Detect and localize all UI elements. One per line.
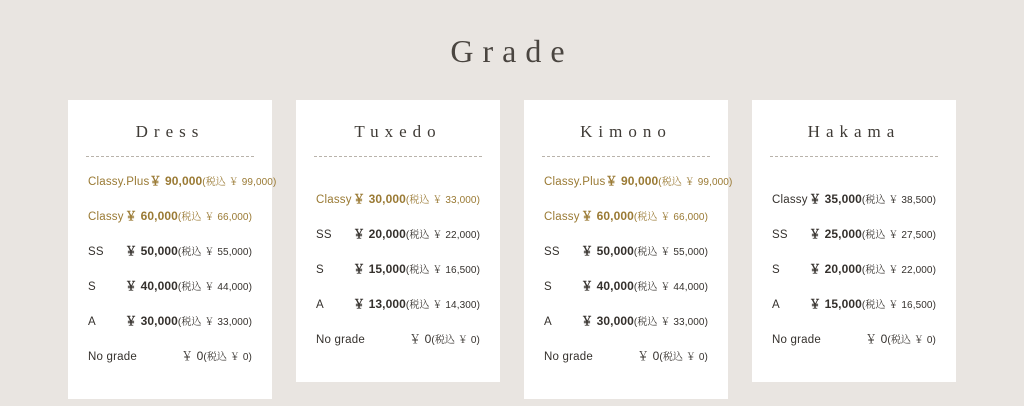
grade-label: No grade	[772, 334, 821, 346]
price-main: ￥ 30,000	[581, 314, 634, 328]
price-tax-included: (税込 ￥ 14,300)	[405, 300, 480, 311]
price-main: ￥ 40,000	[125, 279, 178, 293]
price-tax-included: (税込 ￥ 44,000)	[633, 282, 708, 293]
price-value	[581, 207, 708, 224]
price-tax-included: (税込 ￥ 22,000)	[861, 265, 936, 276]
price-row	[768, 286, 940, 321]
grade-card-title: Kimono	[580, 122, 672, 141]
price-value	[353, 260, 480, 277]
price-value	[809, 225, 936, 242]
price-value	[125, 242, 252, 259]
price-value	[809, 260, 936, 277]
price-value	[409, 330, 480, 347]
price-value	[581, 277, 708, 294]
grade-label: Classy	[772, 194, 808, 206]
price-row	[84, 338, 256, 373]
price-row	[768, 321, 940, 356]
page-title: Grade	[450, 33, 574, 69]
card-divider	[770, 156, 938, 157]
price-tax-included: (税込 ￥ 55,000)	[177, 247, 252, 258]
grade-label: SS	[544, 246, 560, 258]
card-divider	[542, 156, 710, 157]
card-divider	[314, 156, 482, 157]
grade-card-title: Dress	[135, 122, 205, 141]
price-main: ￥ 30,000	[125, 314, 178, 328]
price-value	[353, 190, 480, 207]
price-main: ￥ 20,000	[353, 227, 406, 241]
price-value	[581, 312, 708, 329]
price-row	[312, 286, 484, 321]
price-main: ￥ 0	[865, 332, 888, 346]
grade-label: No grade	[88, 351, 137, 363]
grade-card	[296, 100, 500, 382]
grade-card	[524, 100, 733, 399]
price-tax-included: (税込 ￥ 16,500)	[405, 265, 480, 276]
price-main: ￥ 25,000	[809, 227, 862, 241]
price-row	[84, 233, 256, 268]
price-row	[84, 198, 256, 233]
price-main: ￥ 90,000	[605, 174, 659, 188]
price-row	[540, 268, 712, 303]
card-divider	[86, 156, 254, 157]
grade-label: SS	[772, 229, 788, 241]
price-row	[768, 216, 940, 251]
price-tax-included: (税込 ￥ 33,000)	[405, 195, 480, 206]
grade-label: S	[316, 264, 324, 276]
price-row-list	[540, 163, 733, 373]
price-main: ￥ 50,000	[581, 244, 634, 258]
price-row	[312, 216, 484, 251]
price-tax-included: (税込 ￥ 33,000)	[633, 317, 708, 328]
grade-label: A	[772, 299, 780, 311]
price-value	[605, 172, 732, 189]
price-main: ￥ 60,000	[581, 209, 634, 223]
price-value	[865, 330, 936, 347]
price-tax-included: (税込 ￥ 99,000)	[202, 177, 277, 188]
price-main: ￥ 90,000	[149, 174, 203, 188]
price-tax-included: (税込 ￥ 44,000)	[177, 282, 252, 293]
price-row	[540, 233, 712, 268]
price-row-list	[84, 163, 277, 373]
price-main: ￥ 35,000	[809, 192, 862, 206]
grade-card	[752, 100, 956, 382]
price-tax-included: (税込 ￥ 99,000)	[658, 177, 733, 188]
price-tax-included: (税込 ￥ 27,500)	[861, 230, 936, 241]
price-tax-included: (税込 ￥ 55,000)	[633, 247, 708, 258]
price-value	[581, 242, 708, 259]
price-row-list	[768, 163, 940, 356]
grade-card-title: Hakama	[807, 122, 901, 141]
price-row	[540, 198, 712, 233]
price-tax-included: (税込 ￥ 0)	[659, 352, 708, 363]
price-value	[181, 347, 252, 364]
price-row	[312, 321, 484, 356]
price-main: ￥ 40,000	[581, 279, 634, 293]
price-main: ￥ 60,000	[125, 209, 178, 223]
grade-label: Classy.Plus	[544, 176, 606, 188]
price-tax-included: (税込 ￥ 0)	[887, 335, 936, 346]
price-row	[540, 338, 712, 373]
price-main: ￥ 15,000	[809, 297, 862, 311]
grade-label: A	[316, 299, 324, 311]
price-row	[540, 163, 733, 198]
price-value	[809, 295, 936, 312]
price-main: ￥ 30,000	[353, 192, 406, 206]
grade-label: Classy	[316, 194, 352, 206]
grade-label: Classy.Plus	[88, 176, 150, 188]
grade-card-title: Tuxedo	[354, 122, 442, 141]
grade-label: S	[88, 281, 96, 293]
price-main: ￥ 20,000	[809, 262, 862, 276]
price-row	[84, 163, 277, 198]
price-tax-included: (税込 ￥ 33,000)	[177, 317, 252, 328]
grade-card	[68, 100, 277, 399]
price-value	[637, 347, 708, 364]
price-tax-included: (税込 ￥ 38,500)	[861, 195, 936, 206]
price-value	[353, 295, 480, 312]
price-value	[353, 225, 480, 242]
price-tax-included: (税込 ￥ 22,000)	[405, 230, 480, 241]
grade-label: Classy	[544, 211, 580, 223]
grade-label: S	[544, 281, 552, 293]
grade-label: A	[544, 316, 552, 328]
price-row	[540, 303, 712, 338]
grade-label: A	[88, 316, 96, 328]
price-value	[149, 172, 276, 189]
price-row-list	[312, 163, 484, 356]
price-row	[312, 181, 484, 216]
price-tax-included: (税込 ￥ 66,000)	[177, 212, 252, 223]
grade-label: No grade	[544, 351, 593, 363]
grade-label: S	[772, 264, 780, 276]
price-tax-included: (税込 ￥ 66,000)	[633, 212, 708, 223]
price-main: ￥ 15,000	[353, 262, 406, 276]
grade-label: SS	[88, 246, 104, 258]
price-tax-included: (税込 ￥ 16,500)	[861, 300, 936, 311]
grade-card-list	[0, 70, 1024, 399]
price-value	[809, 190, 936, 207]
grade-label: Classy	[88, 211, 124, 223]
price-row	[312, 251, 484, 286]
price-main: ￥ 0	[409, 332, 432, 346]
price-main: ￥ 0	[637, 349, 660, 363]
price-main: ￥ 13,000	[353, 297, 406, 311]
price-tax-included: (税込 ￥ 0)	[203, 352, 252, 363]
price-main: ￥ 50,000	[125, 244, 178, 258]
price-main: ￥ 0	[181, 349, 204, 363]
price-tax-included: (税込 ￥ 0)	[431, 335, 480, 346]
price-row	[768, 251, 940, 286]
grade-label: No grade	[316, 334, 365, 346]
price-value	[125, 277, 252, 294]
price-row	[768, 181, 940, 216]
price-row	[84, 303, 256, 338]
grade-label: SS	[316, 229, 332, 241]
price-row	[84, 268, 256, 303]
price-value	[125, 207, 252, 224]
price-value	[125, 312, 252, 329]
